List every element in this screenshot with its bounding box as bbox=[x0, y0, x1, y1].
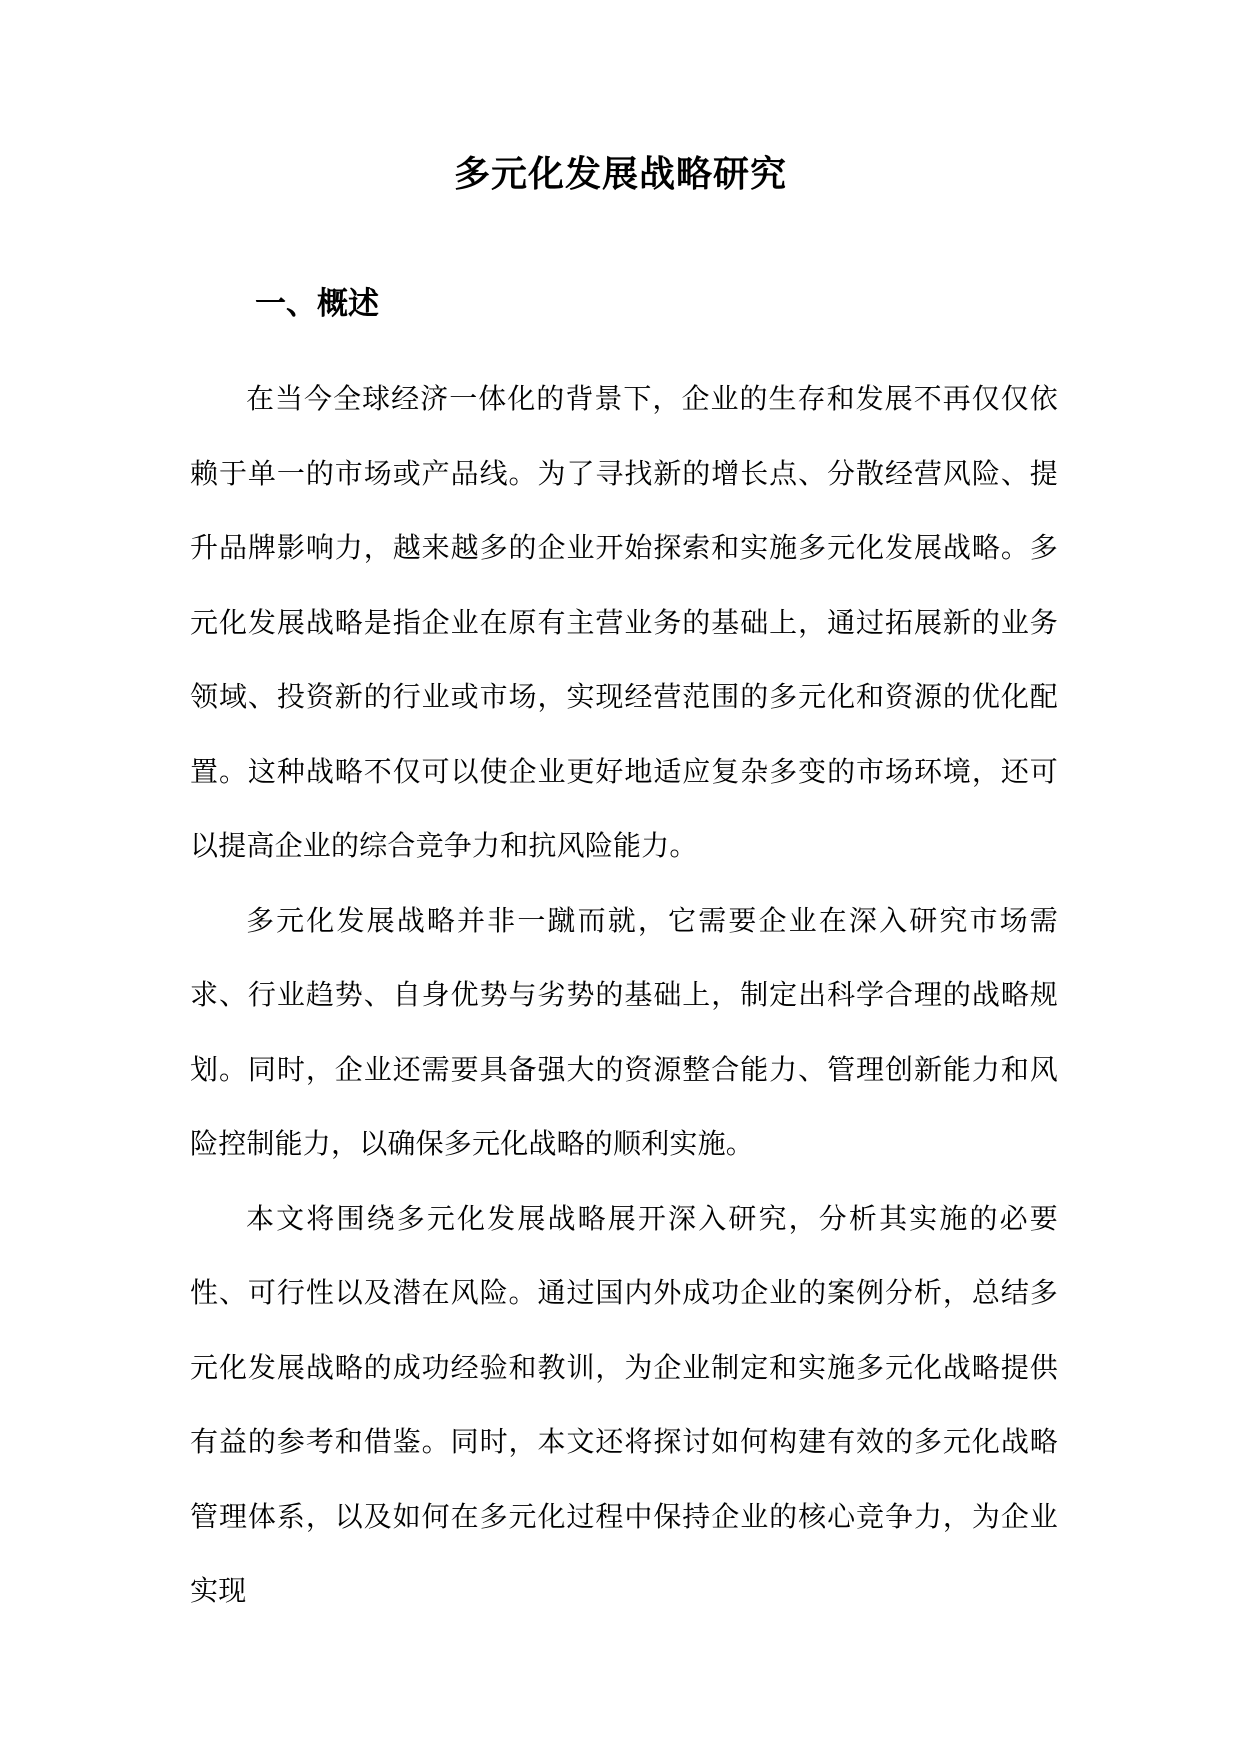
body-paragraph: 本文将围绕多元化发展战略展开深入研究，分析其实施的必要性、可行性以及潜在风险。通过国内外成功企业的案例分析，总结多元化发展战略的成功经验和教训，为企业制定和实施多元化战略提供有益的参考和借鉴。同时，本文还将探讨如何构建有效的多元化战略管理体系，以及如何在多元化过程中保持企业的核心竞争力，为企业实现 bbox=[190, 1201, 1058, 1607]
section-heading: 一、概述 bbox=[255, 286, 379, 322]
body-paragraph: 在当今全球经济一体化的背景下，企业的生存和发展不再仅仅依赖于单一的市场或产品线。为了寻找新的增长点、分散经营风险、提升品牌影响力，越来越多的企业开始探索和实施多元化发展战略。多元化发展战略是指企业在原有主营业务的基础上，通过拓展新的业务领域、投资新的行业或市场，实现经营范围的多元化和资源的优化配置。这种战略不仅可以使企业更好地适应复杂多变的市场环境，还可以提高企业的综合竞争力和抗风险能力。 bbox=[190, 382, 1058, 862]
document-title: 多元化发展战略研究 bbox=[453, 154, 787, 195]
body-paragraph: 多元化发展战略并非一蹴而就，它需要企业在深入研究市场需求、行业趋势、自身优势与劣势的基础上，制定出科学合理的战略规划。同时，企业还需要具备强大的资源整合能力、管理创新能力和风险控制能力，以确保多元化战略的顺利实施。 bbox=[190, 903, 1058, 1160]
document-body bbox=[190, 362, 1058, 1629]
